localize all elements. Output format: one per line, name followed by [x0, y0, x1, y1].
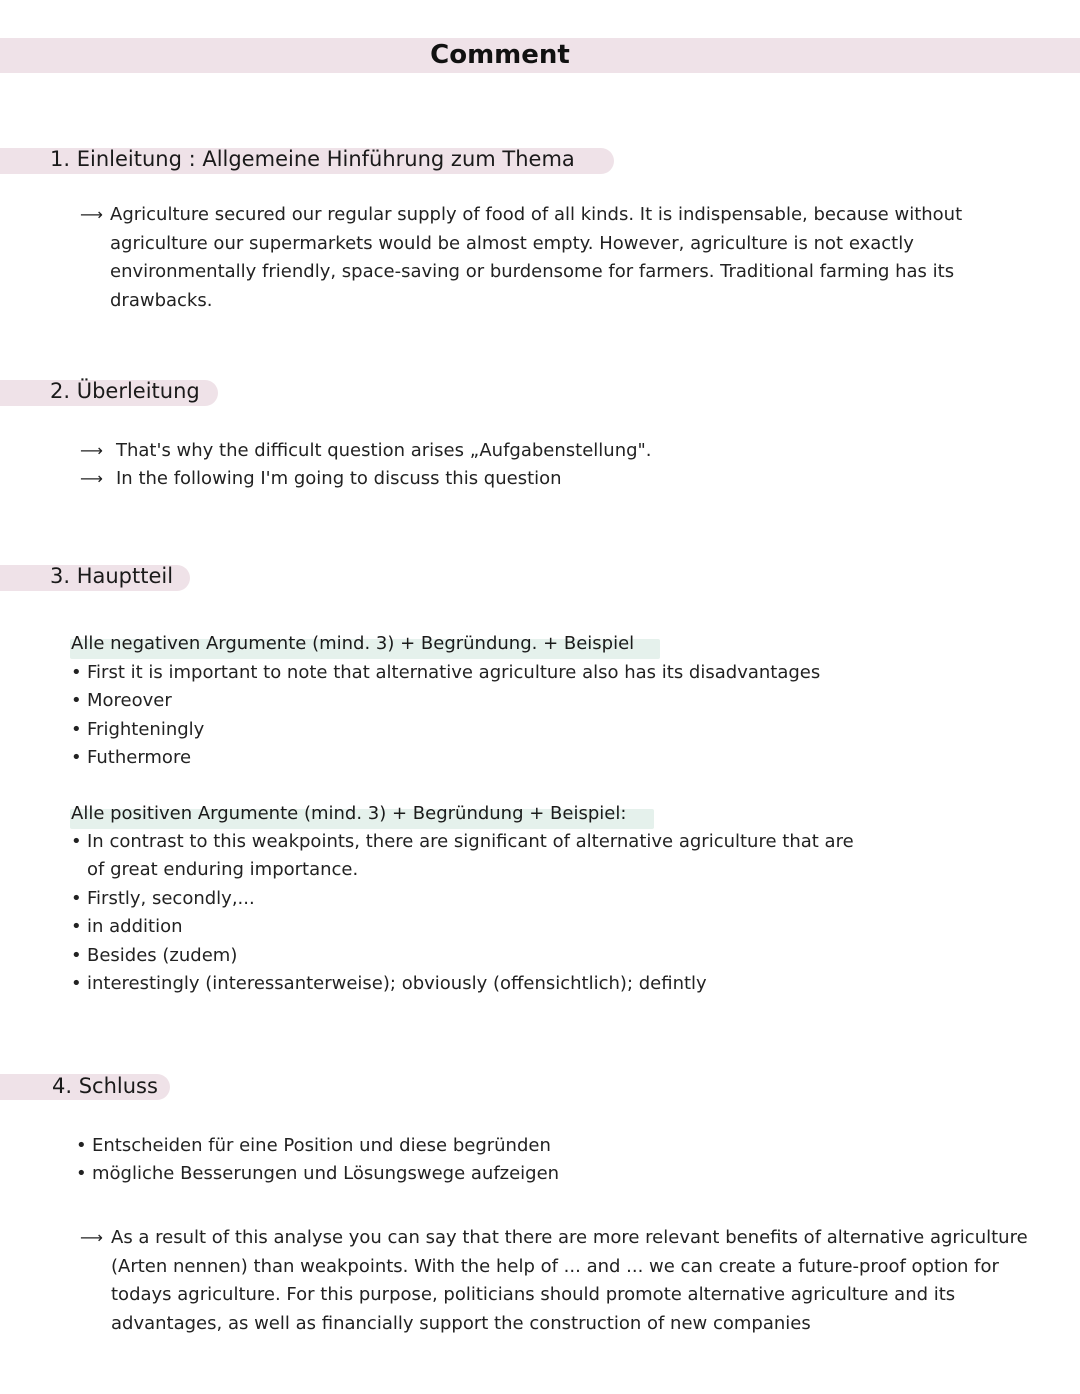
list-item: • in addition: [71, 913, 867, 941]
list-item: • Besides (zudem): [71, 942, 867, 970]
section-2-line-1: That's why the difficult question arises „Aufgabenstellung".: [116, 440, 652, 461]
section-2-line-2: In the following I'm going to discuss this question: [116, 468, 562, 489]
list-item: • Moreover: [71, 687, 820, 715]
list-item: • Frighteningly: [71, 716, 820, 744]
section-3-heading: 3. Hauptteil: [50, 564, 174, 588]
section-2-heading: 2. Überleitung: [50, 379, 200, 403]
list-item: • mögliche Besserungen und Lösungswege aufzeigen: [76, 1160, 559, 1188]
negative-arguments-title: Alle negativen Argumente (mind. 3) + Begründung. + Beispiel: [71, 633, 635, 654]
list-item: • interestingly (interessanterweise); obviously (offensichtlich); defintly: [71, 970, 867, 998]
list-item: • Entscheiden für eine Position und diese begründen: [76, 1132, 559, 1160]
arrow-icon: ⟶: [80, 1228, 103, 1247]
section-1-heading: 1. Einleitung : Allgemeine Hinführung zum Thema: [50, 147, 575, 171]
arrow-icon: ⟶: [80, 441, 103, 460]
positive-arguments-title: Alle positiven Argumente (mind. 3) + Begründung + Beispiel:: [71, 803, 627, 824]
page-title: Comment: [430, 40, 570, 70]
positive-arguments-list: [71, 828, 867, 998]
list-item: • In contrast to this weakpoints, there are significant of alternative agriculture that are of great enduring importance.: [71, 828, 867, 885]
section-4-paragraph: As a result of this analyse you can say that there are more relevant benefits of alternative agriculture (Arten nennen) than weakpoints. With the help of ... and ... we can create a future-proof option for todays agriculture. For this purpose, politicians should promote alternative agriculture and its advantages, as well as financially support the construction of new companies: [111, 1227, 1028, 1334]
section-1-paragraph: Agriculture secured our regular supply of food of all kinds. It is indispensable, because without agriculture our supermarkets would be almost empty. However, agriculture is not exactly environmentally friendly, space-saving or burdensome for farmers. Traditional farming has its drawbacks.: [110, 204, 963, 311]
arrow-icon: ⟶: [80, 205, 103, 224]
list-item: • Firstly, secondly,...: [71, 885, 867, 913]
list-item: • Futhermore: [71, 744, 820, 772]
section-4-heading: 4. Schluss: [52, 1074, 158, 1098]
arrow-icon: ⟶: [80, 469, 103, 488]
list-item: • First it is important to note that alternative agriculture also has its disadvantages: [71, 659, 820, 687]
negative-arguments-list: [71, 659, 820, 773]
conclusion-list: [76, 1132, 559, 1189]
